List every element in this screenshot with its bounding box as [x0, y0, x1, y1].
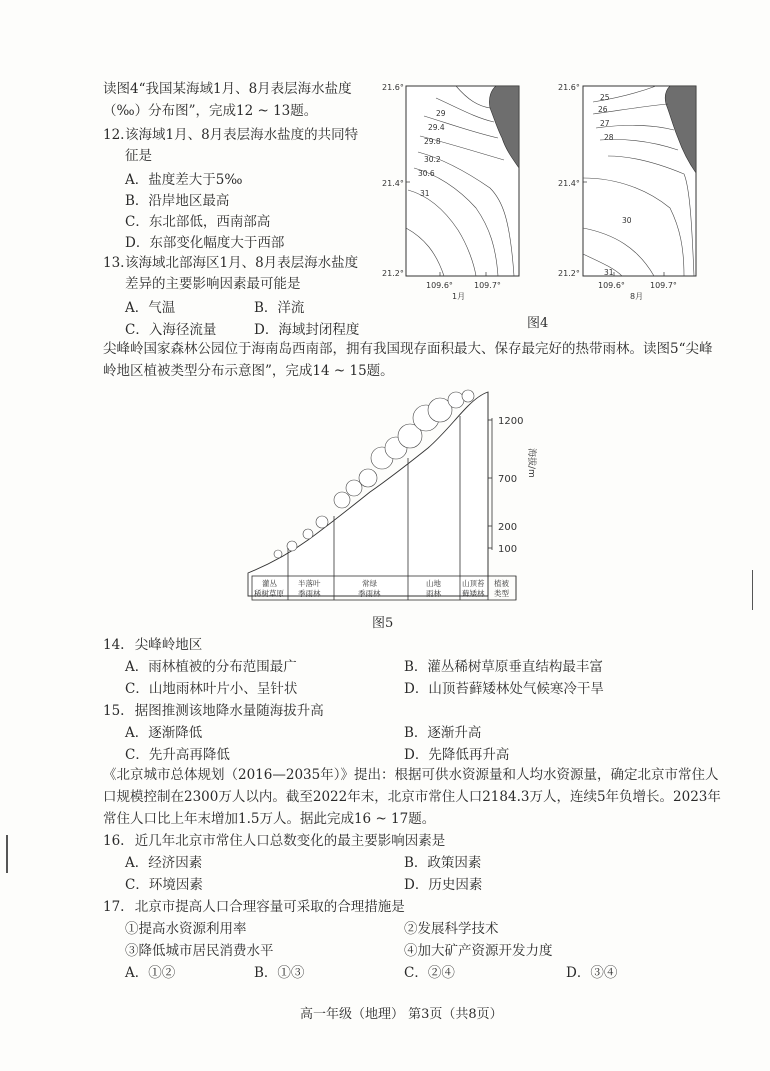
option-c[interactable]: C．环境因素	[125, 877, 203, 893]
statement-2: ②发展科学技术	[404, 921, 499, 937]
lon-tick: 109.7°	[474, 281, 501, 290]
question-14	[103, 633, 202, 653]
question-number: 13.	[103, 255, 125, 271]
passage-text: 尖峰岭国家森林公园位于海南岛西南部，拥有我国现存面积最大、保存最完好的热带雨林。读图5“尖峰岭地区植被类型分布示意图”，完成14 ~ 15题。	[103, 341, 713, 379]
option-a[interactable]: A．盐度差大于5‰	[125, 172, 243, 188]
question-stem: 该海域1月、8月表层海水盐度的共同特征是	[125, 127, 359, 164]
zone-label-line1: 山地	[426, 579, 441, 588]
passage-intro-14-15	[103, 338, 723, 382]
question-number: 15.	[103, 703, 125, 719]
isoline-label: 29.8	[424, 137, 441, 146]
lat-tick: 21.6°	[558, 83, 580, 92]
option-d[interactable]: D．③④	[566, 965, 618, 981]
altitude-tick: 700	[498, 474, 518, 485]
figure-4-salinity-maps	[378, 78, 718, 333]
figure-5-vegetation-zones	[230, 388, 540, 610]
option-c[interactable]: C．东北部低，西南部高	[125, 214, 271, 230]
statement-4: ④加大矿产资源开发力度	[404, 943, 553, 959]
option-c[interactable]: C．②④	[404, 965, 455, 981]
question-12	[103, 125, 365, 166]
option-b[interactable]: B．逐渐升高	[404, 725, 482, 741]
option-a[interactable]: A．经济因素	[125, 855, 203, 871]
zone-label-line2: 藓矮林	[462, 589, 485, 598]
altitude-tick: 1200	[498, 416, 524, 427]
option-c[interactable]: C．山地雨林叶片小、呈针状	[125, 681, 298, 697]
scan-edge-mark	[6, 835, 8, 873]
passage-text: 《北京城市总体规划（2016—2035年）》提出：根据可供水资源量和人均水资源量，确定北京市常住人口规模控制在2300万人以内。截至2022年末，北京市常住人口2184.3万人，连续5年负增长。2023年常住人口比上年末增加1.5万人。据此完成16 ~ 17题。	[103, 767, 721, 827]
zone-label-line2: 雨林	[426, 589, 441, 598]
option-c[interactable]: C．先升高再降低	[125, 747, 230, 763]
zone-label-line2: 稀树草原	[254, 589, 284, 598]
option-d[interactable]: D．先降低再升高	[404, 747, 510, 763]
isoline-label: 29.4	[428, 123, 445, 132]
zone-label-line1: 植被	[494, 579, 509, 588]
option-d[interactable]: D．历史因素	[404, 877, 483, 893]
question-stem: 北京市提高人口合理容量可采取的合理措施是	[134, 899, 405, 915]
lat-tick: 21.6°	[382, 83, 404, 92]
page-footer: 高一年级（地理） 第3页（共8页）	[300, 1007, 503, 1022]
option-a[interactable]: A．气温	[125, 300, 176, 316]
scan-edge-mark	[752, 570, 753, 610]
isoline-label: 26	[598, 105, 608, 114]
isoline-label: 30	[622, 216, 632, 225]
statement-3: ③降低城市居民消费水平	[125, 943, 274, 959]
axis-label: 海拔/m	[526, 448, 536, 478]
altitude-tick: 200	[498, 522, 518, 533]
question-number: 12.	[103, 127, 125, 143]
lon-tick: 109.6°	[426, 281, 453, 290]
figure-5-caption: 图5	[372, 616, 394, 631]
lat-tick: 21.4°	[558, 179, 580, 188]
month-label: 8月	[630, 292, 644, 301]
lat-tick: 21.2°	[382, 269, 404, 278]
isoline-label: 27	[600, 119, 610, 128]
isoline-label: 28	[604, 133, 614, 142]
lon-tick: 109.7°	[650, 281, 677, 290]
question-13	[103, 253, 365, 294]
question-15	[103, 699, 324, 719]
option-c[interactable]: C．入海径流量	[125, 322, 217, 338]
zone-label-line1: 山顶苔	[462, 579, 485, 588]
question-stem: 该海域北部海区1月、8月表层海水盐度差异的主要影响因素最可能是	[125, 255, 359, 292]
zone-label-line2: 类型	[494, 589, 509, 598]
option-b[interactable]: B．沿岸地区最高	[125, 193, 230, 209]
passage-intro-12-13	[103, 78, 368, 122]
option-a[interactable]: A．雨林植被的分布范围最广	[125, 659, 297, 675]
map-january	[382, 83, 519, 301]
option-b[interactable]: B．政策因素	[404, 855, 482, 871]
question-number: 14.	[103, 637, 125, 653]
passage-intro-16-17	[103, 764, 723, 830]
statement-1: ①提高水资源利用率	[125, 921, 247, 937]
zone-label-line2: 季雨林	[298, 589, 321, 598]
question-16	[103, 829, 445, 849]
question-17	[103, 895, 405, 915]
question-stem: 尖峰岭地区	[134, 637, 203, 653]
passage-text: 读图4“我国某海域1月、8月表层海水盐度（‰）分布图”，完成12 ~ 13题。	[103, 81, 352, 119]
zone-label-line1: 半落叶	[298, 579, 321, 588]
zone-label-line1: 常绿	[362, 579, 377, 588]
lon-tick: 109.6°	[598, 281, 625, 290]
isoline-label: 31	[420, 189, 430, 198]
map-august	[558, 83, 696, 301]
isoline-label: 30.6	[418, 169, 435, 178]
question-number: 17.	[103, 899, 125, 915]
isoline-label: 29	[436, 109, 446, 118]
option-d[interactable]: D．海域封闭程度	[254, 322, 360, 338]
option-b[interactable]: B．①③	[254, 965, 305, 981]
zone-label-line1: 灌丛	[262, 579, 277, 588]
option-b[interactable]: B．洋流	[254, 300, 305, 316]
isoline-label: 30.2	[424, 155, 441, 164]
option-d[interactable]: D．山顶苔藓矮林处气候寒冷干旱	[404, 681, 604, 697]
question-number: 16.	[103, 833, 125, 849]
month-label: 1月	[452, 292, 466, 301]
option-d[interactable]: D．东部变化幅度大于西部	[125, 235, 285, 251]
question-stem: 据图推测该地降水量随海拔升高	[134, 703, 324, 719]
option-b[interactable]: B．灌丛稀树草原垂直结构最丰富	[404, 659, 603, 675]
isoline-label: 25	[600, 93, 610, 102]
figure-4-caption: 图4	[527, 316, 549, 331]
altitude-tick: 100	[498, 544, 518, 555]
question-stem: 近几年北京市常住人口总数变化的最主要影响因素是	[134, 833, 446, 849]
isoline-label: 31	[604, 268, 614, 277]
lat-tick: 21.2°	[558, 269, 580, 278]
option-a[interactable]: A．逐渐降低	[125, 725, 203, 741]
zone-label-line2: 季雨林	[358, 589, 381, 598]
lat-tick: 21.4°	[382, 179, 404, 188]
option-a[interactable]: A．①②	[125, 965, 176, 981]
